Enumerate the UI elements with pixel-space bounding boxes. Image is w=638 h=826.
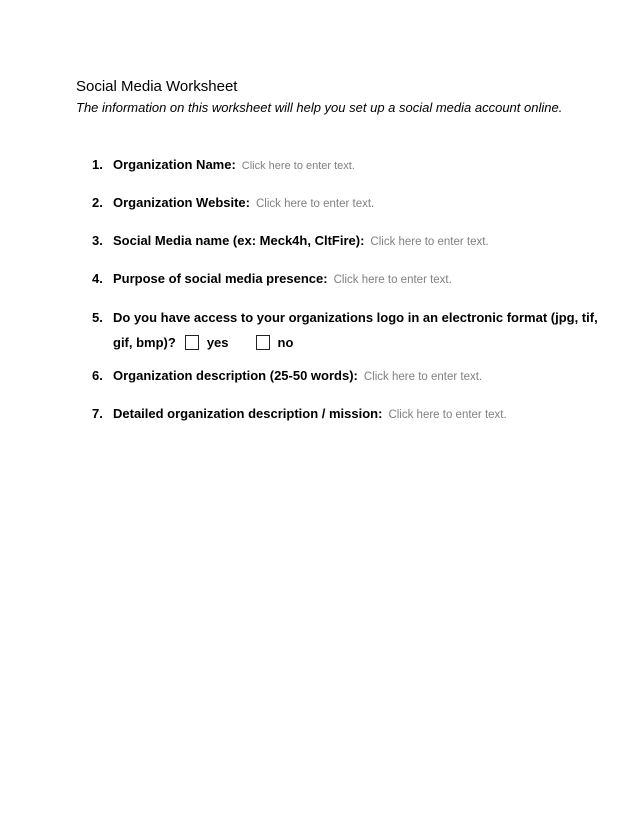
question-detailed-description — [92, 403, 562, 426]
question-label-line1: Do you have access to your organizations logo in an electronic format (jpg, tif, — [113, 310, 598, 325]
yes-checkbox[interactable] — [185, 335, 199, 350]
question-label: Organization description (25-50 words): — [113, 368, 358, 383]
question-organization-description — [92, 365, 562, 388]
social-media-name-field[interactable]: Click here to enter text. — [370, 236, 489, 248]
question-number: 5. — [92, 310, 103, 325]
no-checkbox[interactable] — [256, 335, 270, 350]
question-organization-website — [92, 192, 562, 215]
worksheet-subtitle: The information on this worksheet will help you set up a social media account online. — [76, 100, 563, 115]
question-number: 1. — [92, 157, 103, 172]
question-number: 2. — [92, 195, 103, 210]
question-label: Organization Name: — [113, 157, 236, 172]
question-label: Organization Website: — [113, 195, 250, 210]
question-number: 7. — [92, 406, 103, 421]
question-label: Detailed organization description / mission: — [113, 406, 383, 421]
detailed-description-field[interactable]: Click here to enter text. — [388, 409, 507, 421]
question-logo-access — [92, 307, 598, 353]
organization-website-field[interactable]: Click here to enter text. — [256, 198, 375, 210]
no-label: no — [277, 335, 294, 350]
question-number: 6. — [92, 368, 103, 383]
yes-label: yes — [206, 335, 229, 350]
worksheet-title: Social Media Worksheet — [76, 78, 238, 95]
organization-description-field[interactable]: Click here to enter text. — [363, 371, 483, 383]
question-label: Social Media name (ex: Meck4h, CltFire): — [113, 233, 365, 248]
question-organization-name — [92, 154, 562, 177]
question-social-media-name — [92, 230, 562, 253]
question-label-line2: gif, bmp)? — [113, 335, 176, 350]
question-label: Purpose of social media presence: — [113, 271, 328, 286]
purpose-field[interactable]: Click here to enter text. — [333, 274, 452, 286]
question-purpose — [92, 268, 562, 291]
question-number: 3. — [92, 233, 103, 248]
organization-name-field[interactable]: Click here to enter text. — [241, 160, 355, 172]
question-number: 4. — [92, 271, 103, 286]
